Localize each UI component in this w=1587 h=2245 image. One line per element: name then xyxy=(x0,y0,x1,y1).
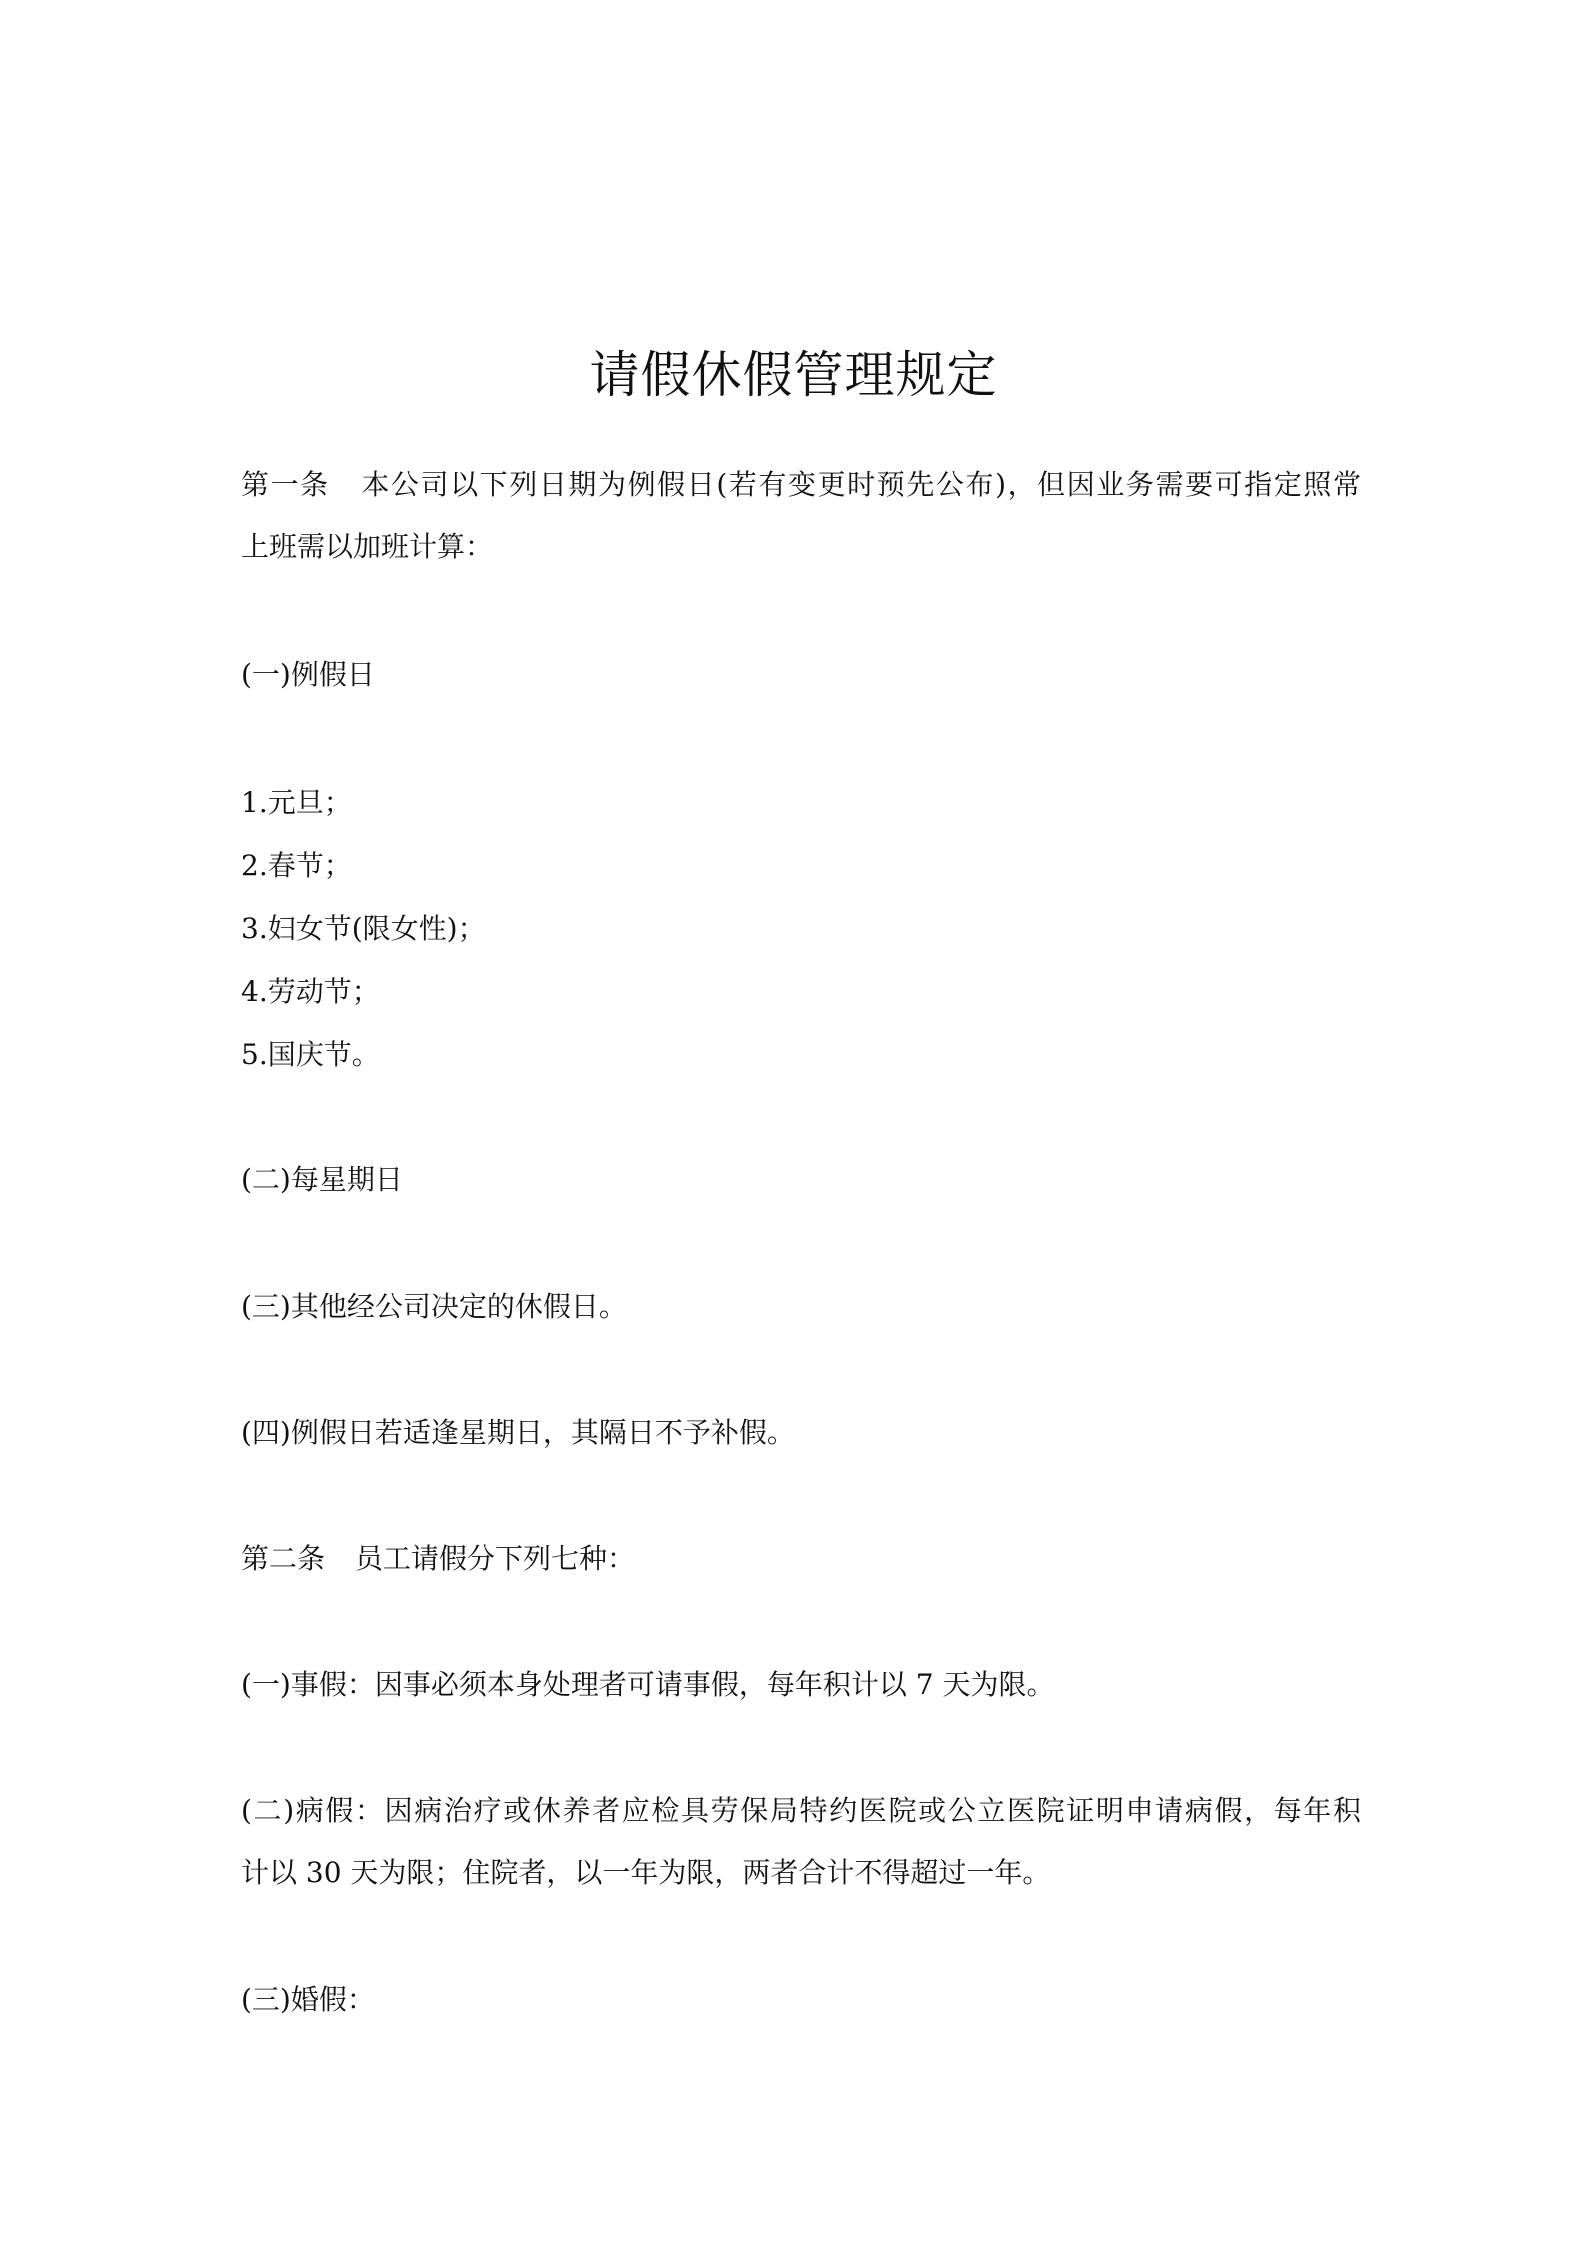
article-1-line-1 xyxy=(241,465,1361,505)
section-2: (二)每星期日 xyxy=(241,1163,403,1196)
leave-type-2-line-1: (二)病假：因病治疗或休养者应检具劳保局特约医院或公立医院证明申请病假，每年积 xyxy=(241,1794,1361,1827)
section-4: (四)例假日若适逢星期日，其隔日不予补假。 xyxy=(241,1416,795,1449)
holiday-item-5: 5.国庆节。 xyxy=(241,1038,380,1071)
leave-type-2-line-2: 计以 30 天为限；住院者，以一年为限，两者合计不得超过一年。 xyxy=(241,1856,1051,1889)
holiday-item-4: 4.劳动节； xyxy=(241,975,380,1008)
holiday-item-3: 3.妇女节(限女性)； xyxy=(241,912,486,945)
article-1-line-2: 上班需以加班计算： xyxy=(241,530,494,563)
article-1-text: 本公司以下列日期为例假日(若有变更时预先公布)，但因业务需要可指定照常 xyxy=(359,468,1361,501)
article-2 xyxy=(241,1539,1361,1579)
section-3: (三)其他经公司决定的休假日。 xyxy=(241,1290,627,1323)
article-2-text: 员工请假分下列七种： xyxy=(355,1542,636,1575)
leave-type-3: (三)婚假： xyxy=(241,1983,375,2016)
holiday-item-2: 2.春节； xyxy=(241,849,352,882)
leave-type-1: (一)事假：因事必须本身处理者可请事假，每年积计以 7 天为限。 xyxy=(241,1668,1055,1701)
holiday-item-1: 1.元旦； xyxy=(241,786,352,819)
article-1-label: 第一条 xyxy=(241,468,330,501)
article-2-label: 第二条 xyxy=(241,1542,326,1575)
document-title: 请假休假管理规定 xyxy=(589,346,998,404)
section-1-heading: (一)例假日 xyxy=(241,658,375,691)
